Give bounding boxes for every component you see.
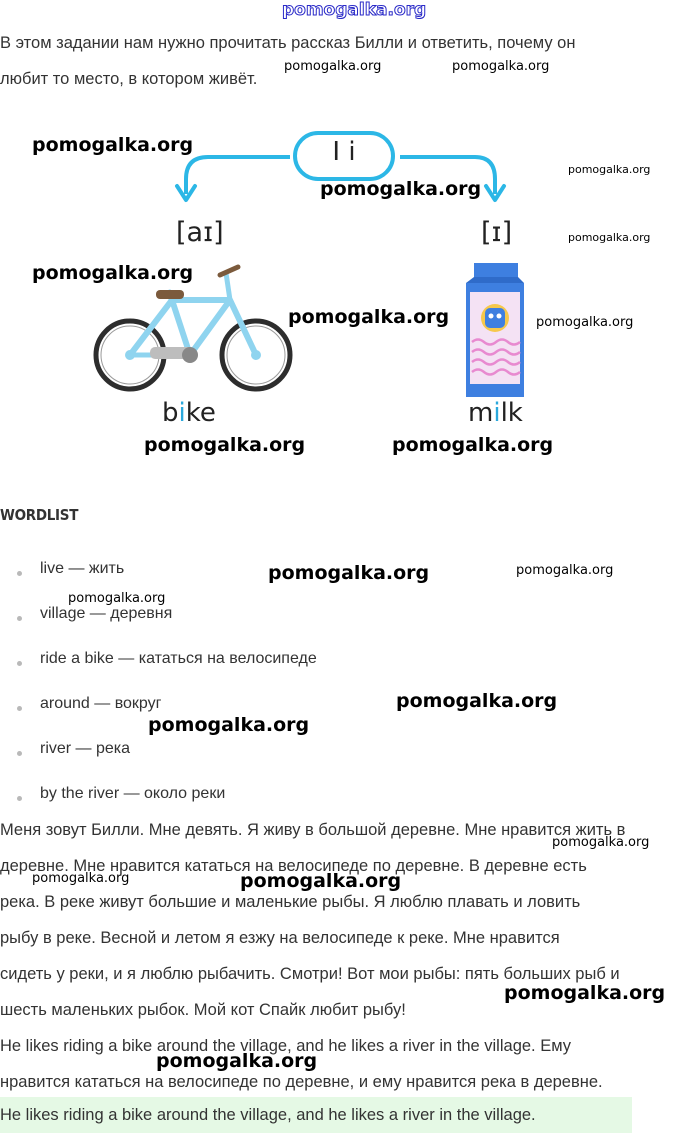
wordlist-item: ride a bike — кататься на велосипеде bbox=[40, 650, 317, 667]
arrow-left bbox=[186, 157, 290, 194]
watermark: pomogalka.org bbox=[320, 178, 482, 200]
bullet-icon bbox=[17, 616, 22, 621]
answer-line-1: He likes riding a bike around the village, and he likes a river in the village. Ему bbox=[0, 1037, 571, 1055]
watermark: pomogalka.org bbox=[504, 982, 666, 1004]
sound-right: [ɪ] bbox=[481, 217, 513, 248]
bullet-icon bbox=[17, 751, 22, 756]
watermark-top: pomogalka.org bbox=[282, 0, 427, 20]
wordlist-item: around — вокруг bbox=[40, 695, 162, 712]
watermark: pomogalka.org bbox=[32, 134, 194, 156]
watermark: pomogalka.org bbox=[268, 562, 430, 584]
watermark: pomogalka.org bbox=[452, 59, 550, 74]
wordlist-item: river — река bbox=[40, 740, 131, 757]
milk-carton-icon bbox=[466, 263, 524, 397]
wordlist-item: village — деревня bbox=[40, 605, 173, 622]
bullet-icon bbox=[17, 661, 22, 666]
bullet-icon bbox=[17, 796, 22, 801]
caption-milk: milk bbox=[468, 398, 523, 428]
answer-final: He likes riding a bike around the village, and he likes a river in the village. bbox=[0, 1106, 536, 1124]
watermark: pomogalka.org bbox=[568, 163, 651, 176]
watermark: pomogalka.org bbox=[284, 59, 382, 74]
watermark: pomogalka.org bbox=[240, 870, 402, 892]
intro-line-2: любит то место, в котором живёт. bbox=[0, 70, 258, 88]
answer-line-2: нравится кататься на велосипеде по деревне, и ему нравится река в деревне. bbox=[0, 1073, 603, 1091]
watermark: pomogalka.org bbox=[392, 434, 554, 456]
watermark: pomogalka.org bbox=[144, 434, 306, 456]
story-line-4: рыбу в реке. Весной и летом я езжу на велосипеде к реке. Мне нравится bbox=[0, 929, 560, 947]
wordlist-item: live — жить bbox=[40, 560, 125, 577]
story-line-2: деревне. Мне нравится кататься на велосипеде по деревне. В деревне есть bbox=[0, 857, 587, 875]
bullet-icon bbox=[17, 706, 22, 711]
watermark: pomogalka.org bbox=[32, 262, 194, 284]
sound-left: [aɪ] bbox=[176, 217, 224, 248]
intro-line-1: В этом задании нам нужно прочитать рассказ Билли и ответить, почему он bbox=[0, 34, 576, 52]
watermark: pomogalka.org bbox=[536, 315, 634, 330]
story-line-3: река. В реке живут большие и маленькие рыбы. Я люблю плавать и ловить bbox=[0, 893, 581, 911]
watermark: pomogalka.org bbox=[288, 306, 450, 328]
story-line-5: сидеть у реки, и я люблю рыбачить. Смотри! Вот мои рыбы: пять больших рыб и bbox=[0, 965, 620, 983]
watermark: pomogalka.org bbox=[396, 690, 558, 712]
watermark: pomogalka.org bbox=[568, 231, 651, 244]
letter-box-label: I i bbox=[332, 137, 356, 167]
wordlist-item: by the river — около реки bbox=[40, 785, 226, 802]
bike-icon bbox=[96, 267, 290, 389]
story-line-1: Меня зовут Билли. Мне девять. Я живу в большой деревне. Мне нравится жить в bbox=[0, 821, 626, 839]
watermark: pomogalka.org bbox=[148, 714, 310, 736]
watermark: pomogalka.org bbox=[32, 871, 130, 886]
watermark: pomogalka.org bbox=[68, 591, 166, 606]
story-line-6: шесть маленьких рыбок. Мой кот Спайк любит рыбу! bbox=[0, 1001, 406, 1019]
caption-bike: bike bbox=[162, 398, 216, 428]
watermark: pomogalka.org bbox=[156, 1050, 318, 1072]
watermark: pomogalka.org bbox=[552, 835, 650, 850]
wordlist-title: WORDLIST bbox=[0, 506, 79, 524]
watermark: pomogalka.org bbox=[516, 563, 614, 578]
bullet-icon bbox=[17, 571, 22, 576]
